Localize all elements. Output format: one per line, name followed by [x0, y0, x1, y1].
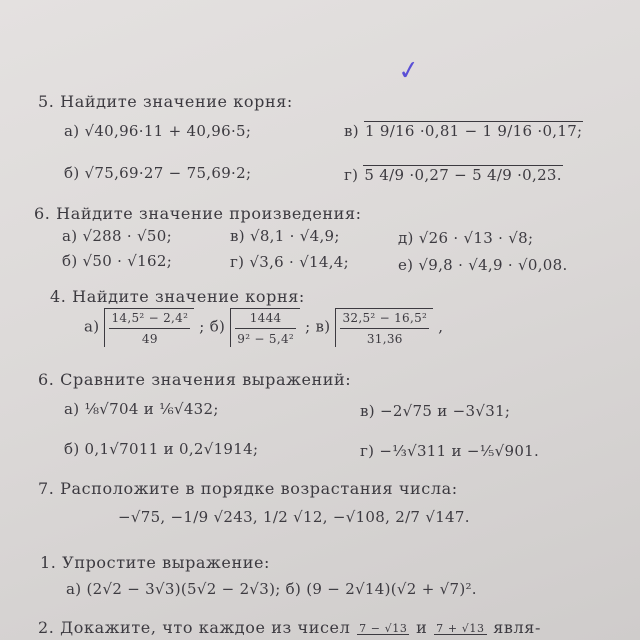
exercise-5-v-label: в)	[344, 122, 359, 140]
exercise-6b-a: а) ⅛√704 и ⅙√432;	[64, 400, 219, 418]
exercise-6-b: б) √50 · √162;	[62, 252, 173, 270]
exercise-5-heading: 5. Найдите значение корня:	[38, 92, 293, 111]
exercise-1-line: а) (2√2 − 3√3)(5√2 − 2√3); б) (9 − 2√14)(√2 + √7)².	[66, 580, 477, 598]
exercise-4-b-denominator: 9² − 5,4²	[237, 332, 294, 346]
exercise-2-tail: явля-	[493, 618, 541, 637]
exercise-5-v-expr: 1 9/16 ·0,81 − 1 9/16 ·0,17;	[364, 122, 583, 140]
exercise-6b-v: в) −2√75 и −3√31;	[360, 402, 511, 420]
exercise-5-g	[344, 166, 563, 184]
exercise-4-v-numerator: 32,5² − 16,5²	[340, 309, 429, 329]
exercise-5-a: а) √40,96·11 + 40,96·5;	[64, 122, 252, 140]
exercise-5-g-expr: 5 4/9 ·0,27 − 5 4/9 ·0,23.	[364, 166, 562, 184]
exercise-2-heading: 2. Докажите, что каждое из чисел	[38, 618, 351, 637]
exercise-6b-g: г) −⅓√311 и −⅕√901.	[360, 442, 540, 460]
exercise-5-v	[344, 122, 583, 140]
exercise-6b-heading: 6. Сравните значения выражений:	[38, 370, 352, 389]
exercise-6b-b: б) 0,1√7011 и 0,2√1914;	[64, 440, 259, 458]
exercise-2-fraction-2-num: 7 + √13	[436, 621, 485, 635]
exercise-1-heading: 1. Упростите выражение:	[40, 553, 271, 572]
exercise-2-fraction-1	[357, 623, 409, 635]
exercise-2-fraction-2	[434, 623, 486, 635]
exercise-4-heading: 4. Найдите значение корня:	[50, 287, 305, 306]
exercise-4-b-numerator: 1444	[235, 309, 296, 329]
exercise-4-b-label: ; б)	[199, 317, 226, 336]
exercise-2-fraction-1-num: 7 − √13	[359, 621, 408, 635]
exercise-7-numbers: −√75, −1/9 √243, 1/2 √12, −√108, 2/7 √147.	[118, 508, 470, 526]
exercise-2-and: и	[416, 618, 428, 637]
exercise-6-e: е) √9,8 · √4,9 · √0,08.	[398, 256, 568, 274]
exercise-4-v-denominator: 31,36	[366, 332, 403, 346]
exercise-5-b: б) √75,69·27 − 75,69·2;	[64, 164, 252, 182]
check-mark: ✓	[396, 54, 422, 88]
exercise-4-end: ,	[438, 317, 444, 336]
exercise-4-a-root	[104, 308, 194, 347]
exercise-6-heading: 6. Найдите значение произведения:	[34, 204, 362, 223]
exercise-2-line	[38, 618, 541, 637]
exercise-6-g: г) √3,6 · √14,4;	[230, 253, 350, 271]
exercise-4-v-label: ; в)	[305, 317, 331, 336]
exercise-6-v: в) √8,1 · √4,9;	[230, 227, 340, 245]
exercise-4-b-root	[230, 308, 300, 347]
exercise-6-d: д) √26 · √13 · √8;	[398, 229, 534, 247]
exercise-4-a-label: а)	[84, 317, 100, 336]
exercise-4-a-numerator: 14,5² − 2,4²	[109, 309, 190, 329]
exercise-5-g-label: г)	[344, 166, 359, 184]
exercise-6-a: а) √288 · √50;	[62, 227, 172, 245]
exercise-4-a-denominator: 49	[141, 332, 158, 346]
exercise-7-heading: 7. Расположите в порядке возрастания числа:	[38, 479, 458, 498]
exercise-4-v-root	[335, 308, 433, 347]
exercise-4-row	[84, 308, 443, 347]
